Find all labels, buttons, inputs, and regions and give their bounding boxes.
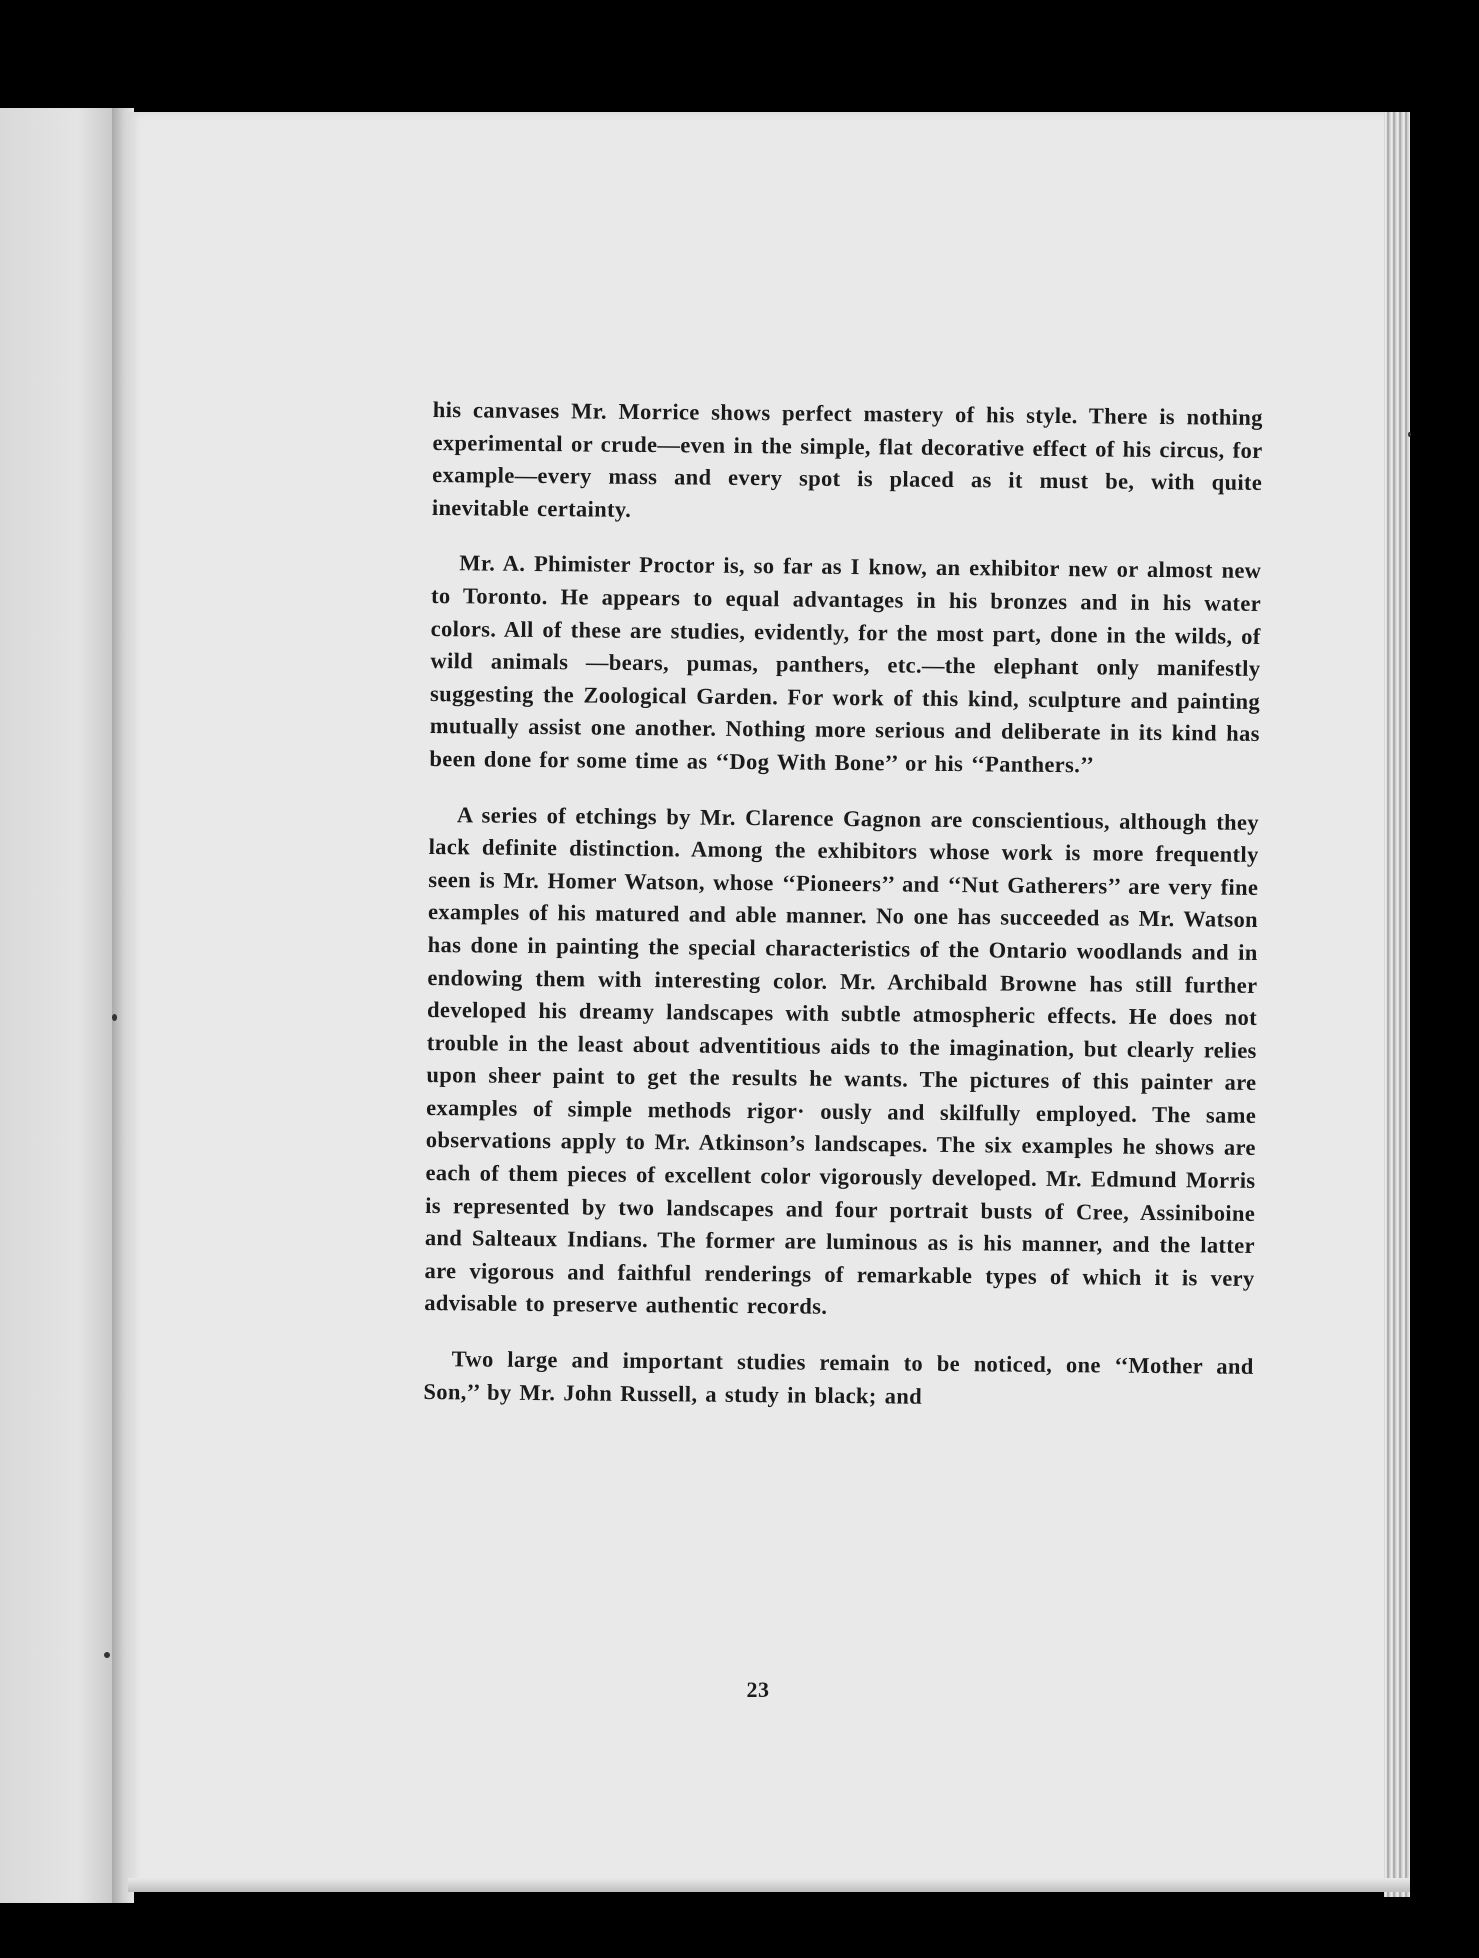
scan-speck [104,1652,110,1658]
facing-page-edge [0,108,130,1903]
paragraph-morrice: his canvases Mr. Morrice shows perfect mastery of his style. There is nothing experimental or crude—even in the simple, flat decorative effect of his circus, for example—every mass and every spot is placed as it must be, with quite inevitable certainty. [431,396,1263,522]
page-number: 23 [746,1677,770,1702]
page-stack-edge [1384,112,1410,1897]
scan-speck [112,1014,117,1021]
paragraph-gagnon-watson: A series of etchings by Mr. Clarence Gagnon are conscientious, although they lack definite distinction. Among the exhibitors whose work is more frequently seen is Mr. Homer Watson, whose ‘‘Pioneers’’ and ‘‘Nut Gatherers’’ are very fine examples of his matured and able manner. No one has succeeded as Mr. Watson has done in painting the special characteristics of the Ontario woodlands and in endowing them with interesting color. Mr. Archibald Browne has still further developed his dreamy landscapes with subtle atmospheric effects. He does not trouble in the least about adventitious aids to the imagination, but clearly relies upon sheer paint to get the results he wants. The pictures of this painter are examples of simple methods rigor· ously and skilfully employed. The same observations apply to Mr. Atkinson’s landscapes. The six examples he shows are each of them pieces of excellent color vigorously developed. Mr. Edmund Morris is represented by two landscapes and four portrait busts of Cree, Assiniboine and Salteaux Indians. The former are luminous as is his manner, and the latter are vigorous and faithful renderings of remarkable types of which it is very advisable to preserve authentic records. [424,801,1260,1320]
page-bottom-edge [128,1878,1410,1892]
paragraph-proctor: Mr. A. Phimister Proctor is, so far as I know, an exhibitor new or almost new to Toronto. He appears to equal advantages in his bronzes and in his water colors. All of these are studies, evidently, for the most part, done in the wilds, of wild animals —bears, pumas, panthers, etc.—the elephant only manifestly suggesting the Zoological Garden. For work of this kind, sculpture and painting mutually assist one another. Nothing more serious and deliberate in its kind has been done for some time as ‘‘Dog With Bone’’ or his ‘‘Panthers.’’ [429,550,1262,778]
paragraph-studies: Two large and important studies remain to be noticed, one ‘‘Mother and Son,’’ by Mr. John Russell, a study in black; and [423,1346,1254,1409]
body-text [423,394,1263,1439]
scan-speck [1408,432,1411,437]
book-page [128,112,1388,1892]
